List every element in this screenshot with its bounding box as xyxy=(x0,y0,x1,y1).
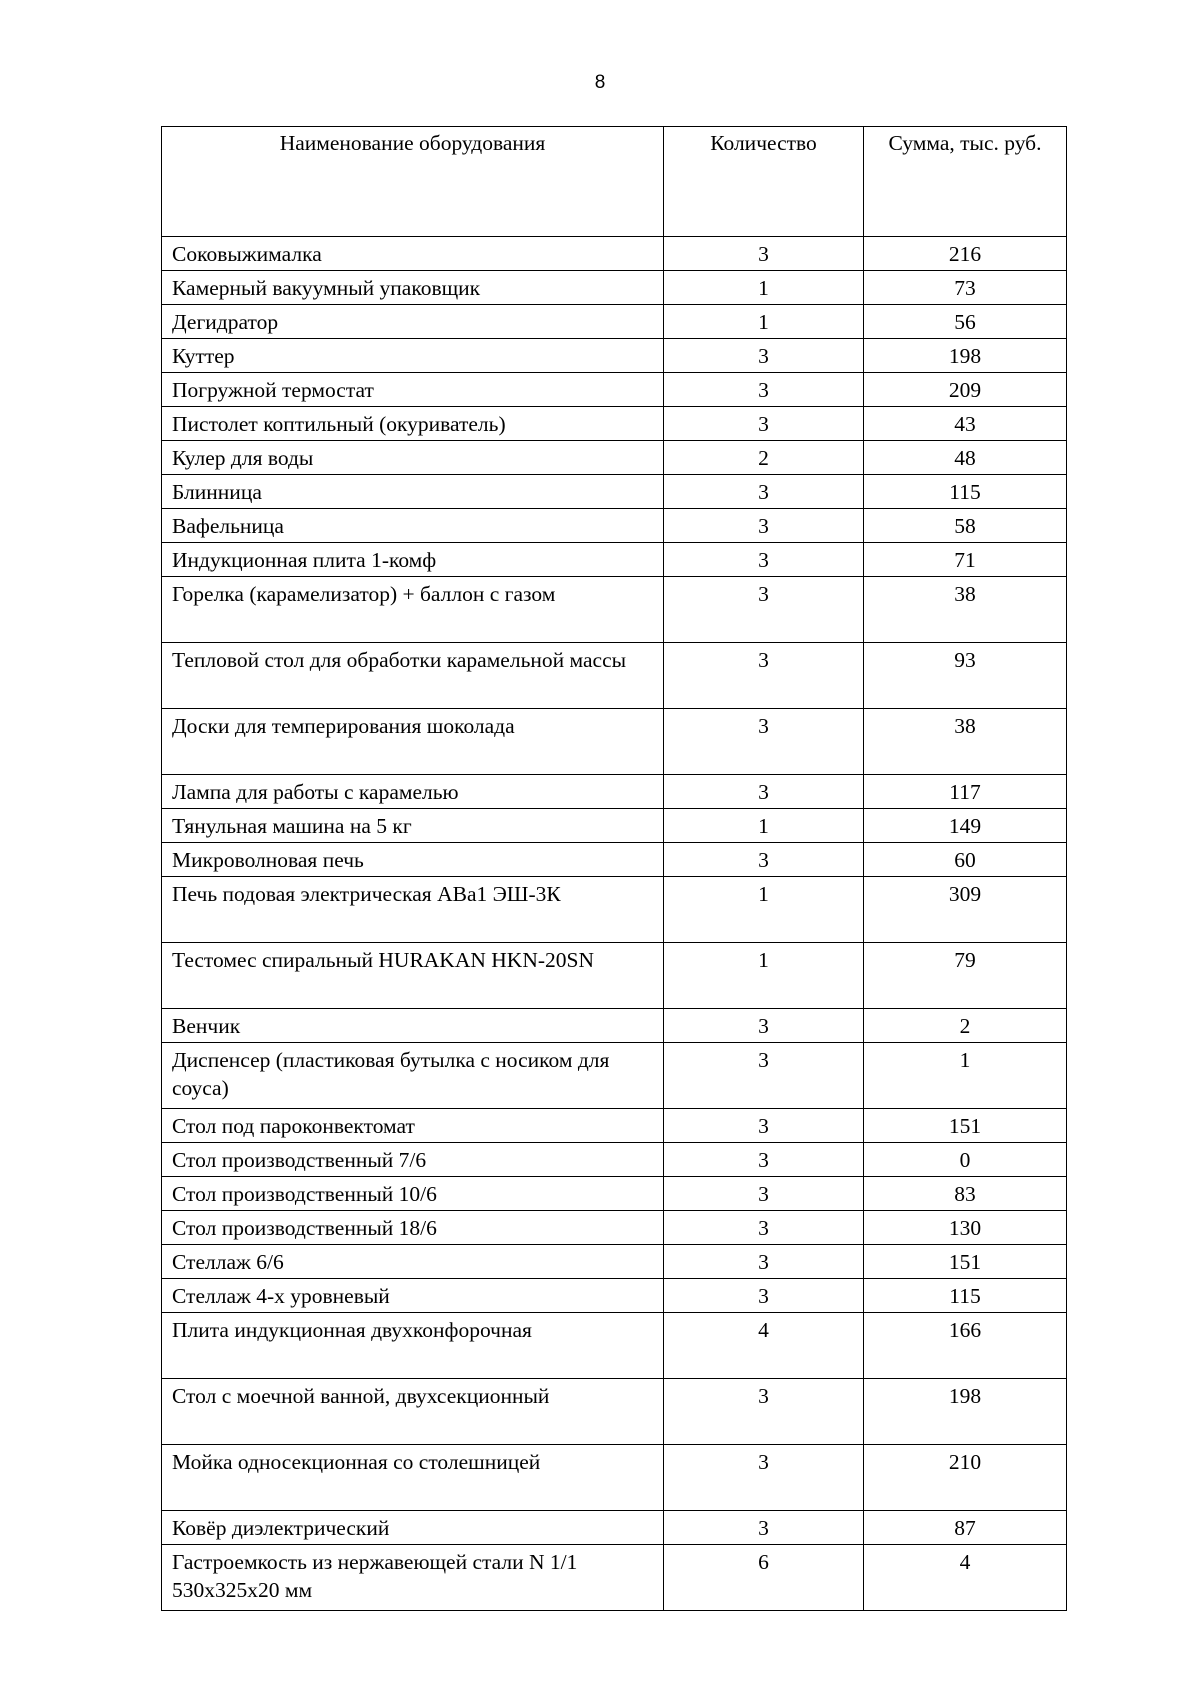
cell-sum: 209 xyxy=(864,373,1067,407)
cell-quantity: 3 xyxy=(664,643,864,709)
table-row xyxy=(162,1379,1067,1445)
table-row xyxy=(162,1109,1067,1143)
cell-quantity: 3 xyxy=(664,1143,864,1177)
cell-name: Тепловой стол для обработки карамельной массы xyxy=(162,643,664,709)
table-row xyxy=(162,339,1067,373)
cell-name: Стол производственный 18/6 xyxy=(162,1211,664,1245)
cell-name: Лампа для работы с карамелью xyxy=(162,775,664,809)
cell-name: Тянульная машина на 5 кг xyxy=(162,809,664,843)
cell-quantity: 3 xyxy=(664,543,864,577)
cell-name: Горелка (карамелизатор) + баллон с газом xyxy=(162,577,664,643)
cell-sum: 43 xyxy=(864,407,1067,441)
table-row xyxy=(162,809,1067,843)
cell-name: Венчик xyxy=(162,1009,664,1043)
cell-name: Плита индукционная двухконфорочная xyxy=(162,1313,664,1379)
cell-quantity: 3 xyxy=(664,843,864,877)
cell-sum: 151 xyxy=(864,1109,1067,1143)
cell-name: Стол производственный 10/6 xyxy=(162,1177,664,1211)
cell-name: Диспенсер (пластиковая бутылка с носиком для соуса) xyxy=(162,1043,664,1109)
cell-quantity: 1 xyxy=(664,271,864,305)
cell-sum: 166 xyxy=(864,1313,1067,1379)
cell-name: Соковыжималка xyxy=(162,237,664,271)
table-row xyxy=(162,1511,1067,1545)
cell-quantity: 3 xyxy=(664,1177,864,1211)
cell-quantity: 4 xyxy=(664,1313,864,1379)
table-row xyxy=(162,643,1067,709)
cell-sum: 58 xyxy=(864,509,1067,543)
table-row xyxy=(162,1279,1067,1313)
cell-name: Пистолет коптильный (окуриватель) xyxy=(162,407,664,441)
cell-quantity: 3 xyxy=(664,709,864,775)
cell-quantity: 1 xyxy=(664,305,864,339)
cell-quantity: 3 xyxy=(664,1043,864,1109)
cell-quantity: 3 xyxy=(664,1245,864,1279)
cell-quantity: 3 xyxy=(664,1109,864,1143)
cell-sum: 0 xyxy=(864,1143,1067,1177)
cell-name: Стеллаж 6/6 xyxy=(162,1245,664,1279)
cell-sum: 1 xyxy=(864,1043,1067,1109)
cell-sum: 198 xyxy=(864,339,1067,373)
cell-quantity: 1 xyxy=(664,877,864,943)
cell-sum: 309 xyxy=(864,877,1067,943)
cell-quantity: 3 xyxy=(664,1379,864,1445)
table-row xyxy=(162,775,1067,809)
cell-quantity: 6 xyxy=(664,1545,864,1611)
page-number: 8 xyxy=(594,72,606,93)
cell-quantity: 3 xyxy=(664,1009,864,1043)
cell-sum: 210 xyxy=(864,1445,1067,1511)
cell-sum: 73 xyxy=(864,271,1067,305)
header-sum: Сумма, тыс. руб. xyxy=(864,127,1067,237)
cell-name: Мойка односекционная со столешницей xyxy=(162,1445,664,1511)
cell-quantity: 3 xyxy=(664,1279,864,1313)
table-row xyxy=(162,843,1067,877)
table-row xyxy=(162,543,1067,577)
header-name: Наименование оборудования xyxy=(162,127,664,237)
cell-name: Микроволновая печь xyxy=(162,843,664,877)
table-row xyxy=(162,237,1067,271)
cell-sum: 79 xyxy=(864,943,1067,1009)
table-row xyxy=(162,407,1067,441)
table-row xyxy=(162,1313,1067,1379)
table-row xyxy=(162,1211,1067,1245)
cell-quantity: 3 xyxy=(664,1445,864,1511)
cell-quantity: 3 xyxy=(664,775,864,809)
cell-sum: 216 xyxy=(864,237,1067,271)
cell-quantity: 2 xyxy=(664,441,864,475)
cell-sum: 60 xyxy=(864,843,1067,877)
cell-sum: 56 xyxy=(864,305,1067,339)
cell-name: Стол под пароконвектомат xyxy=(162,1109,664,1143)
cell-name: Тестомес спиральный HURAKAN HKN-20SN xyxy=(162,943,664,1009)
cell-quantity: 3 xyxy=(664,509,864,543)
table-row xyxy=(162,1009,1067,1043)
table-row xyxy=(162,441,1067,475)
cell-sum: 93 xyxy=(864,643,1067,709)
cell-name: Гастроемкость из нержавеющей стали N 1/1 530x325x20 мм xyxy=(162,1545,664,1611)
table-row xyxy=(162,1143,1067,1177)
cell-name: Стол производственный 7/6 xyxy=(162,1143,664,1177)
cell-name: Кулер для воды xyxy=(162,441,664,475)
cell-quantity: 3 xyxy=(664,237,864,271)
cell-name: Камерный вакуумный упаковщик xyxy=(162,271,664,305)
table-row xyxy=(162,943,1067,1009)
table-row xyxy=(162,1445,1067,1511)
cell-quantity: 3 xyxy=(664,373,864,407)
table-row xyxy=(162,1545,1067,1611)
cell-name: Вафельница xyxy=(162,509,664,543)
cell-name: Блинница xyxy=(162,475,664,509)
cell-sum: 2 xyxy=(864,1009,1067,1043)
cell-quantity: 3 xyxy=(664,339,864,373)
cell-sum: 83 xyxy=(864,1177,1067,1211)
table-row xyxy=(162,577,1067,643)
cell-sum: 151 xyxy=(864,1245,1067,1279)
cell-sum: 115 xyxy=(864,475,1067,509)
cell-quantity: 3 xyxy=(664,1511,864,1545)
cell-quantity: 3 xyxy=(664,407,864,441)
cell-quantity: 1 xyxy=(664,809,864,843)
table-row xyxy=(162,709,1067,775)
cell-quantity: 3 xyxy=(664,1211,864,1245)
cell-name: Стеллаж 4-х уровневый xyxy=(162,1279,664,1313)
header-quantity: Количество xyxy=(664,127,864,237)
cell-sum: 71 xyxy=(864,543,1067,577)
equipment-table xyxy=(161,126,1067,1611)
cell-name: Погружной термостат xyxy=(162,373,664,407)
table-row xyxy=(162,475,1067,509)
cell-quantity: 3 xyxy=(664,577,864,643)
cell-sum: 130 xyxy=(864,1211,1067,1245)
cell-name: Доски для темперирования шоколада xyxy=(162,709,664,775)
cell-sum: 117 xyxy=(864,775,1067,809)
cell-sum: 4 xyxy=(864,1545,1067,1611)
table-row xyxy=(162,271,1067,305)
cell-quantity: 3 xyxy=(664,475,864,509)
cell-name: Стол с моечной ванной, двухсекционный xyxy=(162,1379,664,1445)
table-row xyxy=(162,305,1067,339)
cell-name: Печь подовая электрическая ABa1 ЭШ-3К xyxy=(162,877,664,943)
cell-sum: 87 xyxy=(864,1511,1067,1545)
cell-name: Индукционная плита 1-комф xyxy=(162,543,664,577)
cell-sum: 198 xyxy=(864,1379,1067,1445)
cell-name: Ковёр диэлектрический xyxy=(162,1511,664,1545)
table-row xyxy=(162,509,1067,543)
cell-quantity: 1 xyxy=(664,943,864,1009)
table-row xyxy=(162,877,1067,943)
table-row xyxy=(162,373,1067,407)
cell-sum: 38 xyxy=(864,577,1067,643)
cell-sum: 115 xyxy=(864,1279,1067,1313)
cell-sum: 38 xyxy=(864,709,1067,775)
cell-sum: 149 xyxy=(864,809,1067,843)
table-header-row xyxy=(162,127,1067,237)
cell-name: Дегидратор xyxy=(162,305,664,339)
table-row xyxy=(162,1177,1067,1211)
cell-sum: 48 xyxy=(864,441,1067,475)
table-row xyxy=(162,1043,1067,1109)
cell-name: Куттер xyxy=(162,339,664,373)
table-row xyxy=(162,1245,1067,1279)
